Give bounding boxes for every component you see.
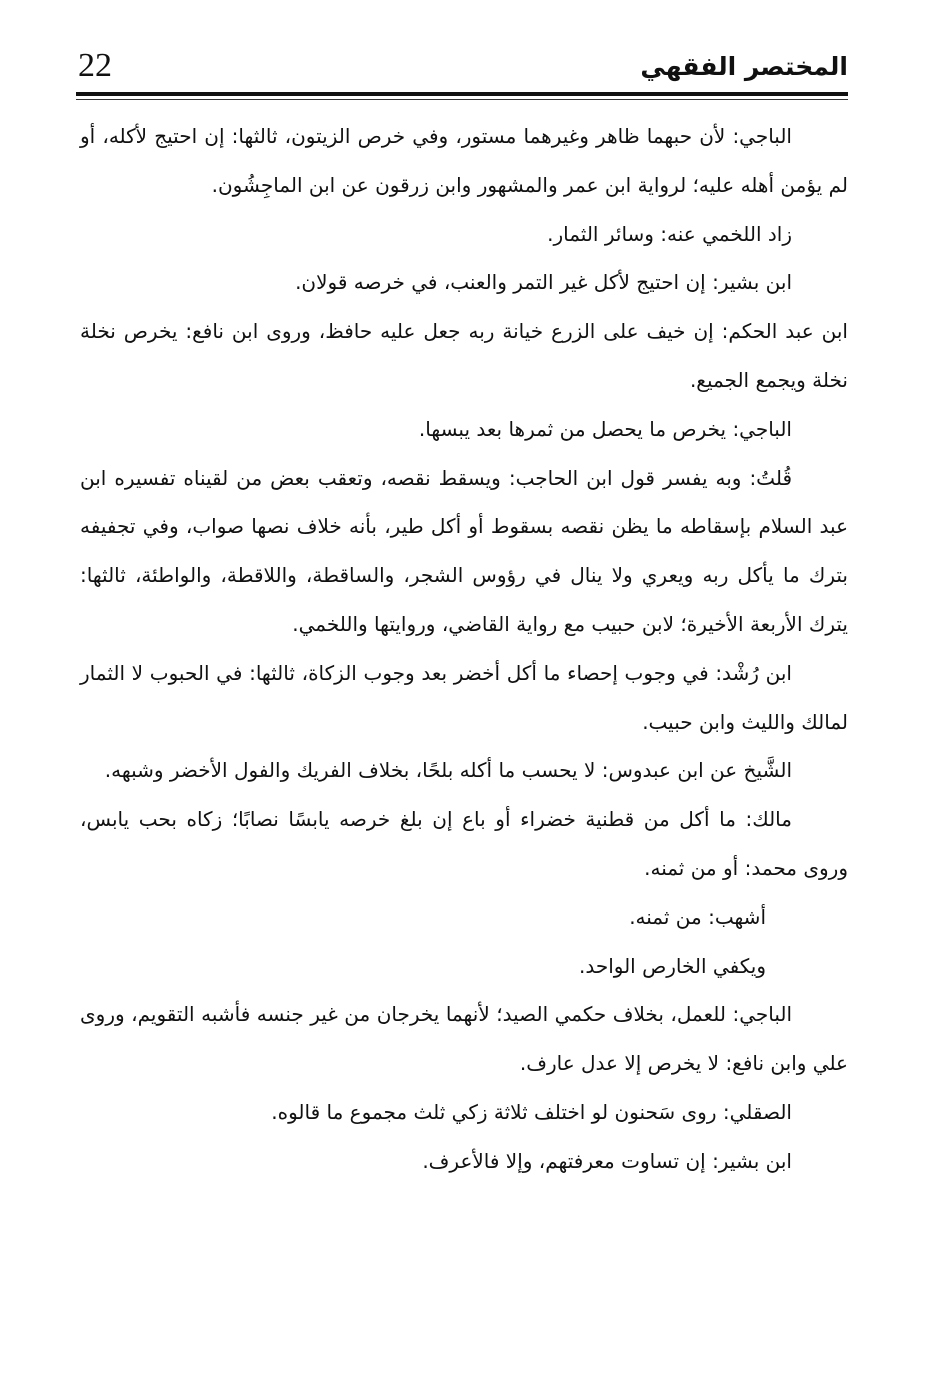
- running-title: المختصر الفقهي: [640, 52, 848, 81]
- paragraph: ابن بشير: إن احتيج لأكل غير التمر والعنب، في خرصه قولان.: [295, 270, 792, 295]
- page-number: 22: [78, 47, 112, 84]
- paragraph: الباجي: لأن حبهما ظاهر وغيرهما مستور، وفي خرص الزيتون، ثالثها: إن احتيج لأكله، أو لم يؤمن أهله عليه؛ لرواية ابن عمر والمشهور وابن زرقون عن ابن الماجِشُون.: [80, 124, 848, 197]
- paragraph: ابن رُشْد: في وجوب إحصاء ما أكل أخضر بعد وجوب الزكاة، ثالثها: في الحبوب لا الثمار لمالك والليث وابن حبيب.: [80, 660, 848, 734]
- paragraph: الباجي: للعمل، بخلاف حكمي الصيد؛ لأنهما يخرجان من غير جنسه فأشبه التقويم، وروى علي وابن نافع: لا يخرص إلا عدل عارف.: [80, 1002, 848, 1076]
- paragraph: الصقلي: روى سَحنون لو اختلف ثلاثة زكي ثلث مجموع ما قالوه.: [271, 1099, 792, 1124]
- header-rule-thick: [76, 92, 848, 96]
- page-header: [78, 46, 848, 94]
- paragraph: الباجي: يخرص ما يحصل من ثمرها بعد يبسها.: [418, 416, 792, 441]
- paragraph: الشَّيخ عن ابن عبدوس: لا يحسب ما أكله بلحًا، بخلاف الفريك والفول الأخضر وشبهه.: [104, 758, 792, 783]
- paragraph: مالك: ما أكل من قطنية خضراء أو باع إن بلغ خرصه يابسًا نصابًا؛ زكاه بحب يابس، وروى محمد: أو من ثمنه.: [80, 807, 848, 880]
- body-text: [80, 112, 848, 1186]
- header-rule-thin: [76, 99, 848, 100]
- paragraph: زاد اللخمي عنه: وسائر الثمار.: [547, 221, 792, 246]
- paragraph: ابن عبد الحكم: إن خيف على الزرع خيانة ربه جعل عليه حافظ، وروى ابن نافع: يخرص نخلة نخلة ويجمع الجميع.: [80, 319, 848, 392]
- paragraph: أشهب: من ثمنه.: [629, 904, 766, 929]
- paragraph: قُلتُ: وبه يفسر قول ابن الحاجب: ويسقط نقصه، وتعقب بعض من لقيناه تفسيره ابن عبد السلام بإسقاطه ما يظن نقصه بسقوط أو أكل طير، بأنه خلاف نصها صواب، وفي تجفيفه بترك ما يأكل ربه ويعري ولا ينال في رؤوس الشجر، والساقطة، واللاقطة، والواطئة، ثالثها: يترك الأربعة الأخيرة؛ لابن حبيب مع رواية القاضي، وروايتها واللخمي.: [80, 465, 848, 636]
- paragraph: ابن بشير: إن تساوت معرفتهم، وإلا فالأعرف.: [422, 1148, 792, 1173]
- paragraph: ويكفي الخارص الواحد.: [578, 953, 766, 978]
